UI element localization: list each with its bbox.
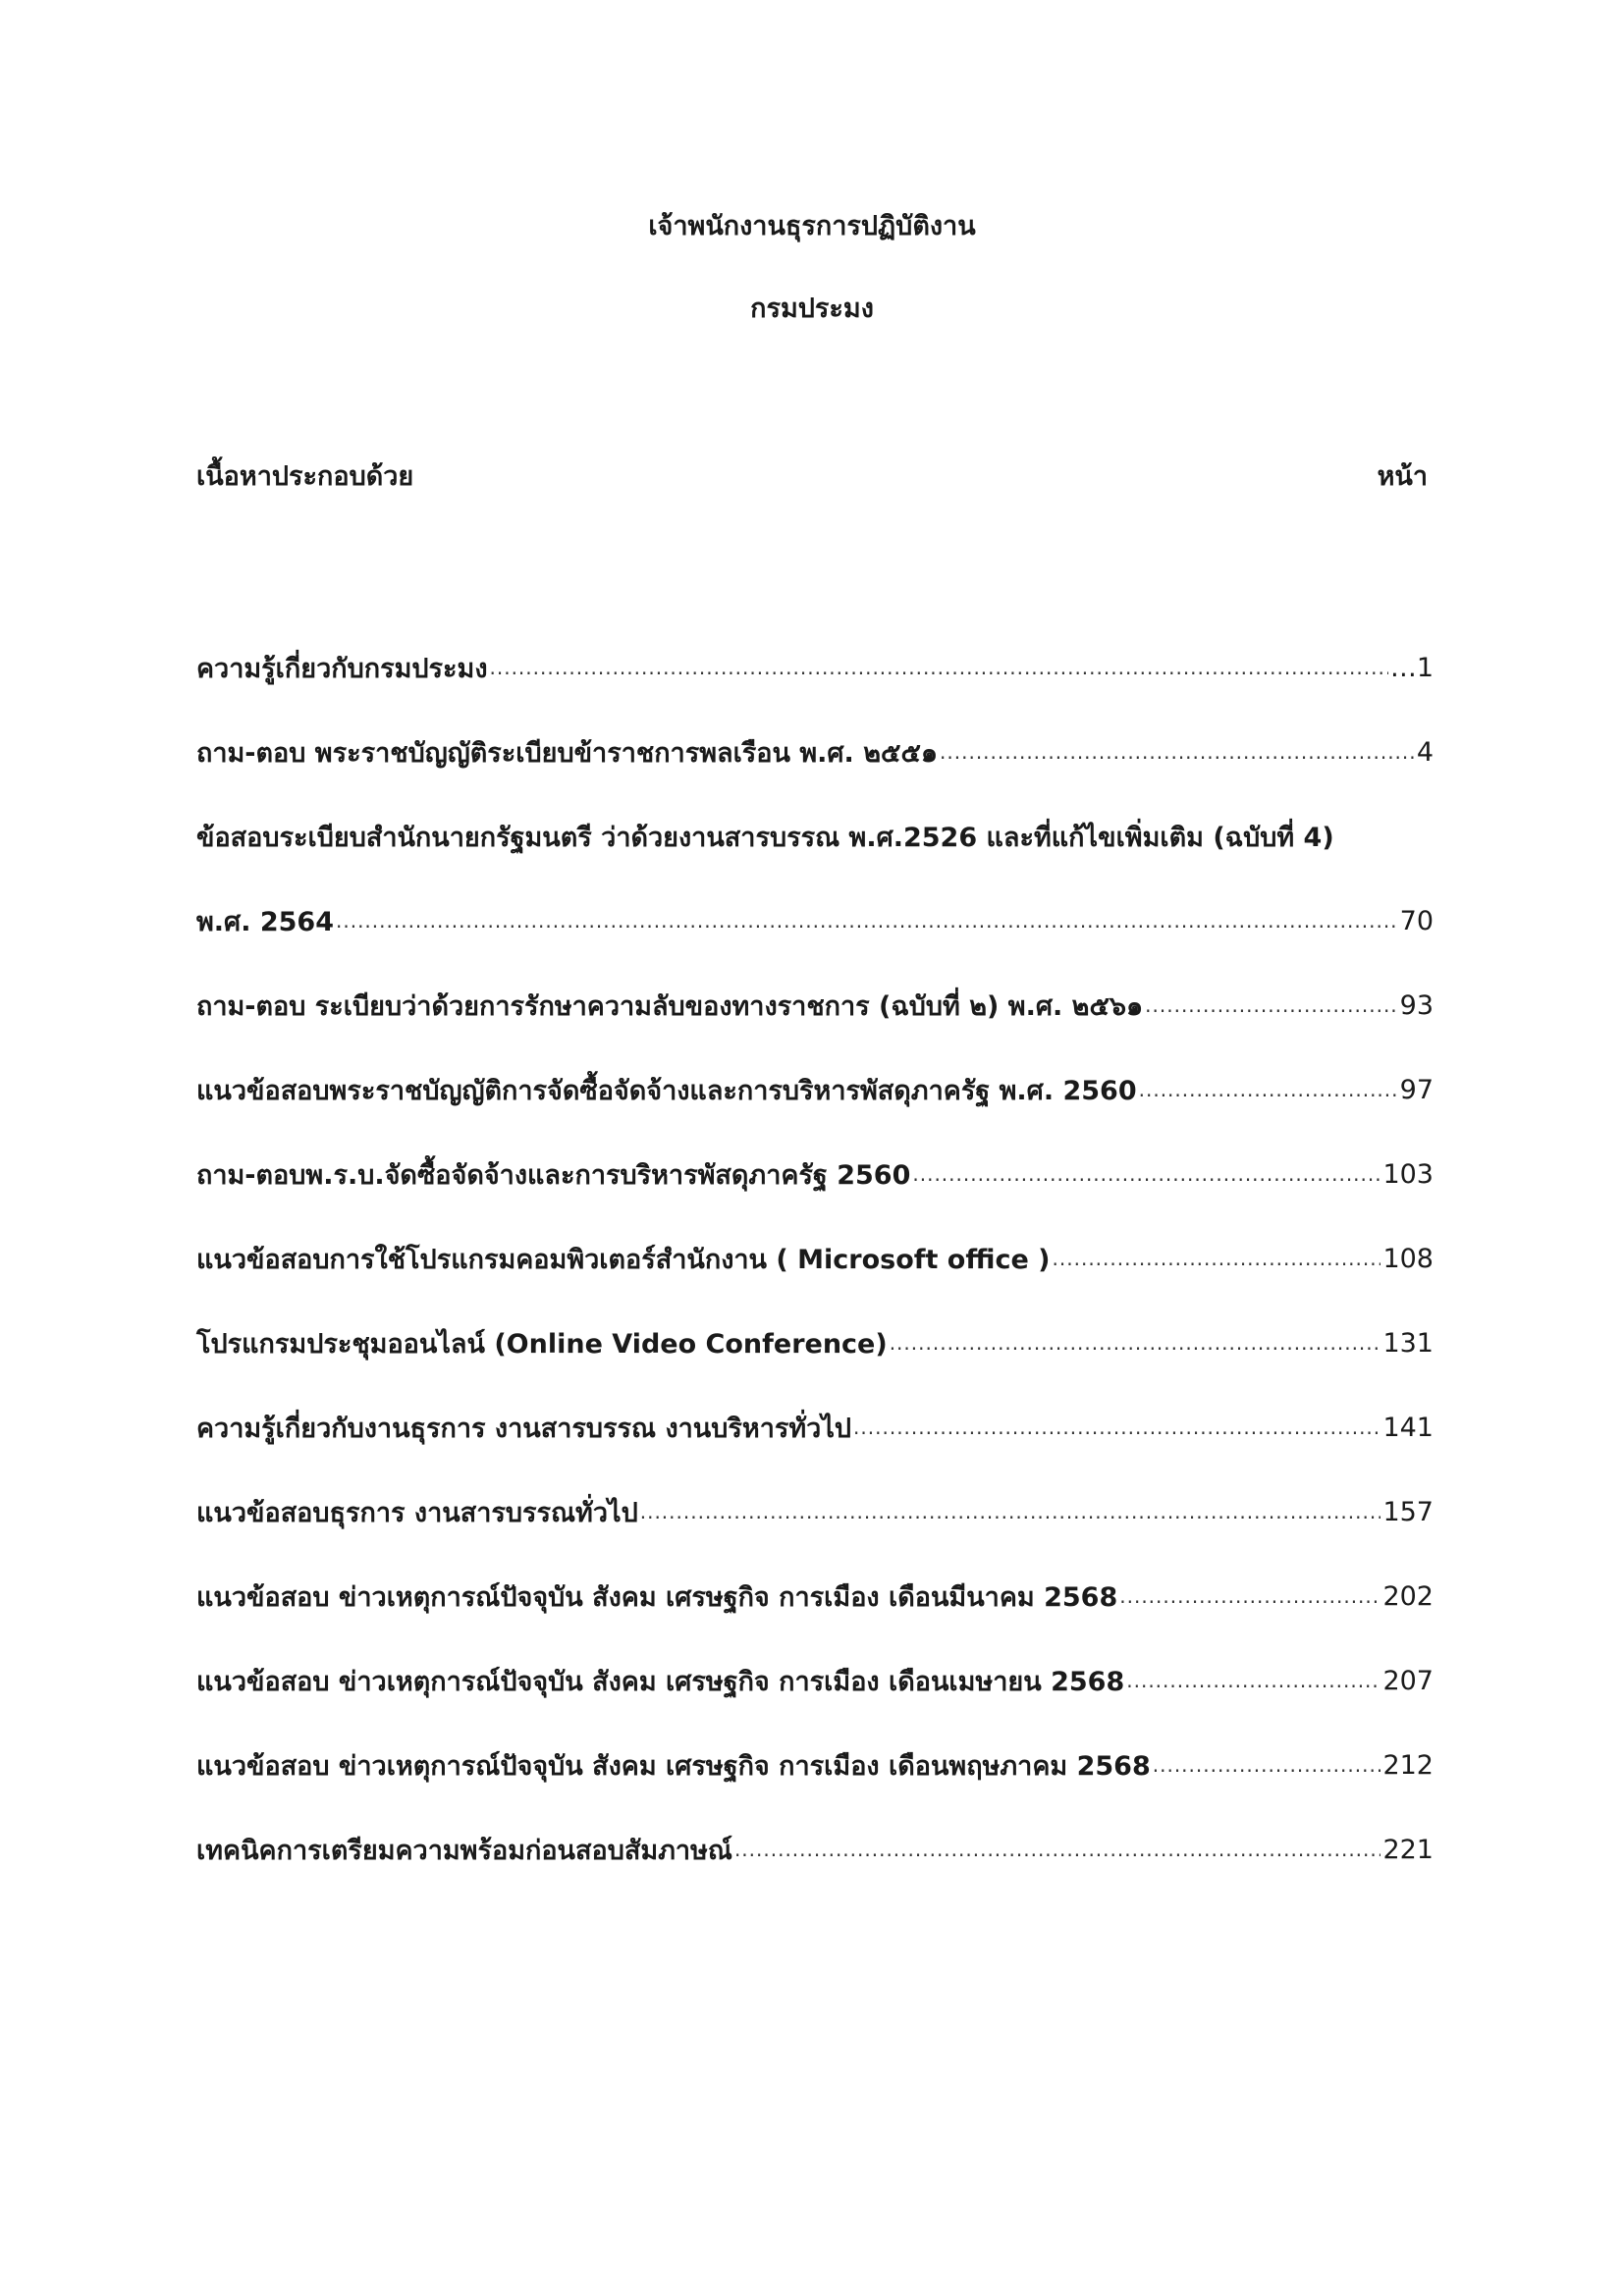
toc-entry-title: แนวข้อสอบธุรการ งานสารบรรณทั่วไป xyxy=(196,1497,638,1528)
toc-entry xyxy=(196,794,1434,879)
dot-leader xyxy=(1145,993,1397,1017)
dot-leader xyxy=(853,1415,1380,1439)
toc-entry-page: 108 xyxy=(1382,1243,1434,1274)
dot-leader xyxy=(1053,1247,1381,1270)
dot-leader xyxy=(1126,1669,1380,1692)
toc-entry-title: เทคนิคการเตรียมความพร้อมก่อนสอบสัมภาษณ์ xyxy=(196,1835,732,1866)
toc-entry-title: ถาม-ตอบ ระเบียบว่าด้วยการรักษาความลับของทางราชการ (ฉบับที่ ๒) พ.ศ. ๒๕๖๑ xyxy=(196,990,1144,1022)
toc-entry xyxy=(196,1638,1434,1723)
dot-leader xyxy=(1139,1078,1398,1101)
toc-entry-page: 93 xyxy=(1399,989,1434,1021)
toc-entry-page: 202 xyxy=(1382,1580,1434,1612)
toc-entry-title: ถาม-ตอบ พระราชบัญญัติระเบียบข้าราชการพลเรือน พ.ศ. ๒๕๕๑ xyxy=(196,737,939,769)
toc-entry-page: 221 xyxy=(1382,1834,1434,1865)
toc-entry-title: ข้อสอบระเบียบสำนักนายกรัฐมนตรี ว่าด้วยงานสารบรรณ พ.ศ.2526 และที่แก้ไขเพิ่มเติม (ฉบับที่ 4) xyxy=(196,822,1334,853)
document-subtitle: กรมประมง xyxy=(750,294,874,324)
dot-leader xyxy=(640,1500,1381,1523)
toc-entry-page: 131 xyxy=(1382,1327,1434,1359)
toc-entry-page: 157 xyxy=(1382,1496,1434,1527)
toc-entry-title: ความรู้เกี่ยวกับกรมประมง xyxy=(196,653,488,684)
contents-header xyxy=(196,457,1428,497)
toc-entry-page: …1 xyxy=(1389,652,1434,683)
toc-entry-page: 4 xyxy=(1416,736,1434,768)
toc-entry xyxy=(196,1385,1434,1469)
dot-leader xyxy=(890,1331,1381,1355)
toc-entry xyxy=(196,1807,1434,1892)
toc-entry xyxy=(196,625,1434,710)
toc-entry xyxy=(196,710,1434,794)
page-column-label: หน้า xyxy=(1377,461,1428,492)
toc-entry xyxy=(196,879,1434,963)
toc-entry-title: แนวข้อสอบ ข่าวเหตุการณ์ปัจจุบัน สังคม เศรษฐกิจ การเมือง เดือนพฤษภาคม 2568 xyxy=(196,1750,1151,1782)
toc-entry-title: พ.ศ. 2564 xyxy=(196,906,334,937)
table-of-contents xyxy=(196,625,1434,1892)
toc-entry-page: 97 xyxy=(1399,1074,1434,1105)
toc-entry-page: 103 xyxy=(1382,1158,1434,1190)
toc-entry xyxy=(196,1216,1434,1301)
dot-leader xyxy=(734,1838,1381,1861)
toc-entry xyxy=(196,1723,1434,1807)
dot-leader xyxy=(490,656,1388,679)
toc-entry xyxy=(196,1132,1434,1216)
toc-entry-page: 70 xyxy=(1399,905,1434,936)
toc-entry-title: ความรู้เกี่ยวกับงานธุรการ งานสารบรรณ งานบริหารทั่วไป xyxy=(196,1413,852,1444)
toc-entry-title: โปรแกรมประชุมออนไลน์ (Online Video Conference) xyxy=(196,1328,888,1360)
dot-leader xyxy=(912,1162,1380,1186)
toc-entry xyxy=(196,1301,1434,1385)
toc-entry-title: แนวข้อสอบการใช้โปรแกรมคอมพิวเตอร์สำนักงาน ( Microsoft office ) xyxy=(196,1244,1051,1275)
dot-leader xyxy=(940,740,1415,764)
toc-entry-title: แนวข้อสอบ ข่าวเหตุการณ์ปัจจุบัน สังคม เศรษฐกิจ การเมือง เดือนเมษายน 2568 xyxy=(196,1666,1125,1697)
toc-entry xyxy=(196,1469,1434,1554)
document-title: เจ้าพนักงานธุรการปฏิบัติงาน xyxy=(648,211,976,241)
toc-entry-title: ถาม-ตอบพ.ร.บ.จัดซื้อจัดจ้างและการบริหารพัสดุภาครัฐ 2560 xyxy=(196,1159,911,1191)
toc-entry-page: 141 xyxy=(1382,1412,1434,1443)
dot-leader xyxy=(1119,1584,1380,1608)
toc-entry-title: แนวข้อสอบพระราชบัญญัติการจัดซื้อจัดจ้างและการบริหารพัสดุภาครัฐ พ.ศ. 2560 xyxy=(196,1075,1137,1106)
contents-label: เนื้อหาประกอบด้วย xyxy=(196,461,414,492)
toc-entry xyxy=(196,963,1434,1047)
toc-entry-page: 207 xyxy=(1382,1665,1434,1696)
toc-entry-page: 212 xyxy=(1382,1749,1434,1781)
toc-entry xyxy=(196,1554,1434,1638)
toc-entry-title: แนวข้อสอบ ข่าวเหตุการณ์ปัจจุบัน สังคม เศรษฐกิจ การเมือง เดือนมีนาคม 2568 xyxy=(196,1581,1118,1613)
dot-leader xyxy=(1153,1753,1381,1777)
toc-entry xyxy=(196,1047,1434,1132)
dot-leader xyxy=(336,909,1398,933)
